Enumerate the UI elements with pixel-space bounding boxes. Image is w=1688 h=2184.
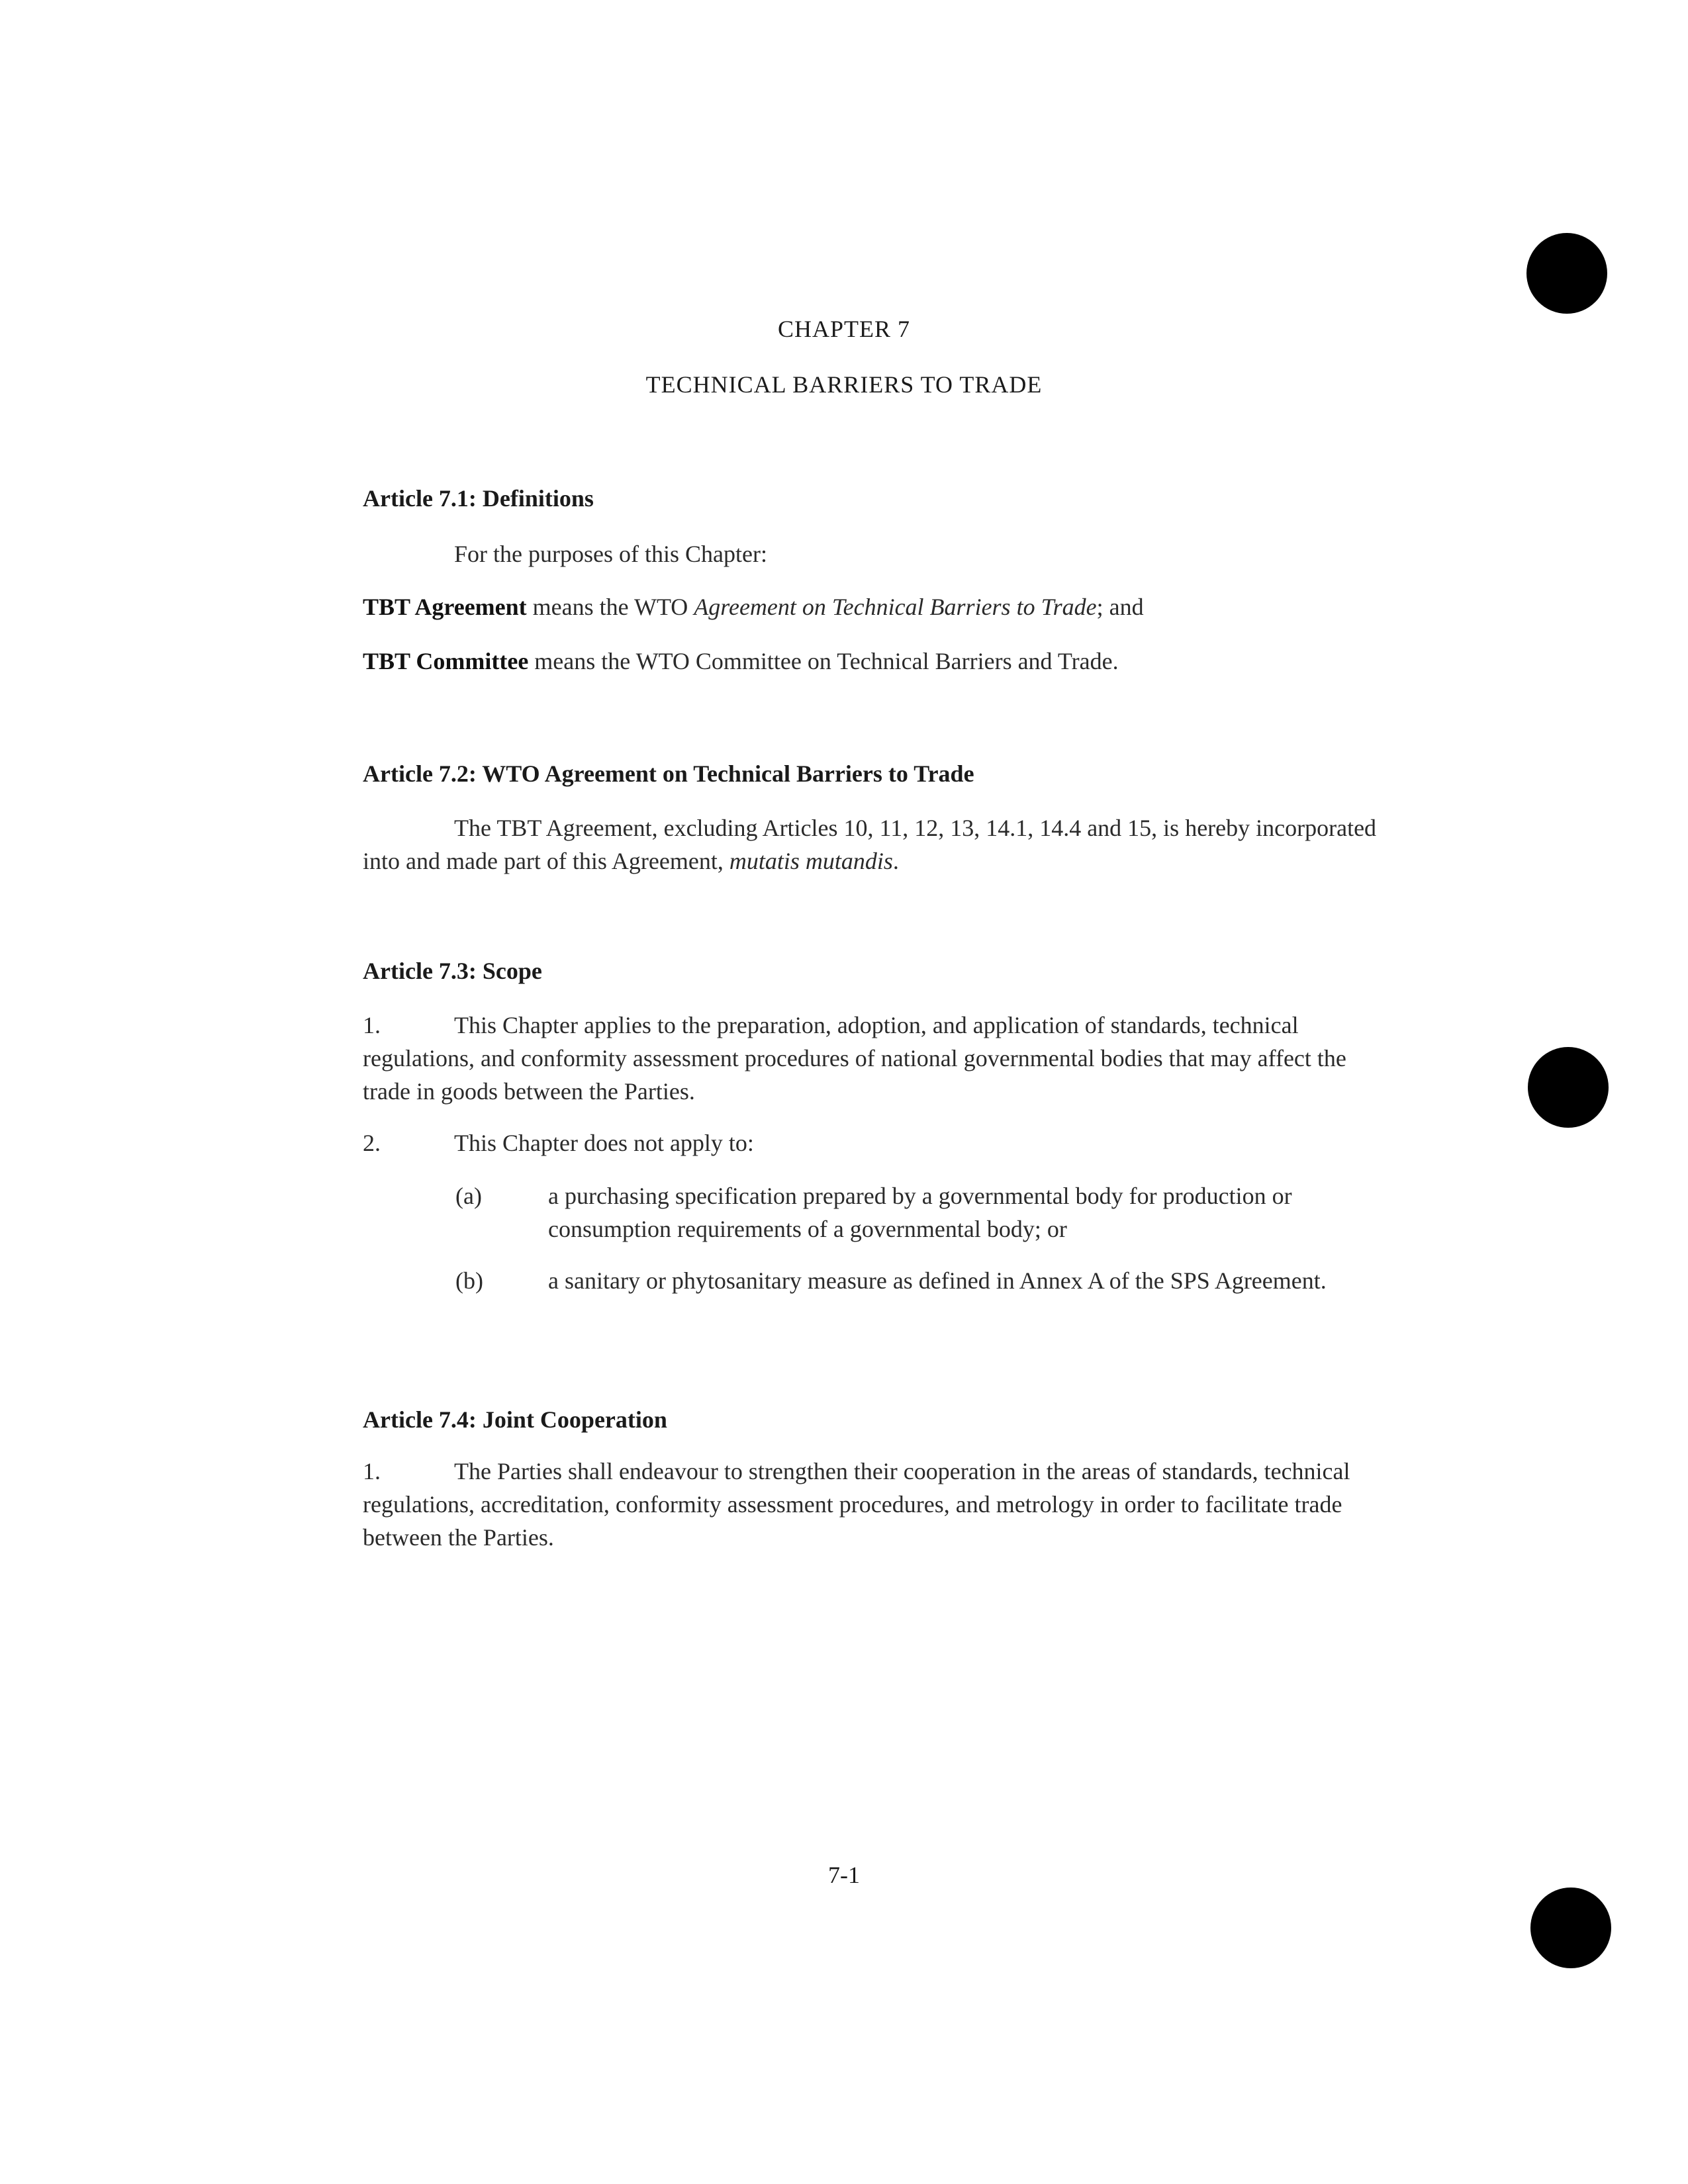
article-7-2-text bbox=[363, 811, 1382, 878]
article-7-3-heading: Article 7.3: Scope bbox=[363, 958, 542, 984]
paragraph-text: The Parties shall endeavour to strengthen their cooperation in the areas of standards, technical regulations, accreditation, conformity assessment procedures, and metrology in order to facilitate trade between the Parties. bbox=[363, 1458, 1350, 1551]
definition-tbt-agreement bbox=[363, 590, 1382, 623]
definition-term: TBT Committee bbox=[363, 648, 529, 674]
definition-text: means the WTO bbox=[526, 594, 694, 620]
definition-tbt-committee bbox=[363, 645, 1382, 678]
definition-italic: Agreement on Technical Barriers to Trade bbox=[694, 594, 1097, 620]
article-7-2-body: The TBT Agreement, excluding Articles 10, 11, 12, 13, 14.1, 14.4 and 15, is hereby incorporated into and made part of this Agreement, bbox=[363, 815, 1377, 874]
item-text: a purchasing specification prepared by a governmental body for production or consumption requirements of a governmental body; or bbox=[548, 1183, 1292, 1242]
article-7-2-heading: Article 7.2: WTO Agreement on Technical Barriers to Trade bbox=[363, 760, 974, 787]
article-7-1-intro: For the purposes of this Chapter: bbox=[454, 541, 767, 567]
paragraph-number: 2. bbox=[363, 1130, 381, 1156]
paragraph-text: This Chapter applies to the preparation, adoption, and application of standards, technical regulations, and conformity assessment procedures of national governmental bodies that may affect the trade in goods between the Parties. bbox=[363, 1012, 1346, 1105]
punch-hole-top bbox=[1526, 233, 1607, 314]
article-7-2-end: . bbox=[892, 848, 899, 874]
paragraph-number: 1. bbox=[363, 1458, 381, 1484]
article-7-4-heading: Article 7.4: Joint Cooperation bbox=[363, 1406, 667, 1433]
punch-hole-bottom bbox=[1530, 1888, 1611, 1968]
punch-hole-middle bbox=[1528, 1047, 1609, 1128]
article-7-1-heading: Article 7.1: Definitions bbox=[363, 485, 594, 512]
article-7-4-paragraph-1 bbox=[363, 1455, 1382, 1554]
paragraph-number: 1. bbox=[363, 1012, 381, 1038]
definition-end: ; and bbox=[1096, 594, 1144, 620]
page-number: 7-1 bbox=[828, 1862, 860, 1888]
definition-text: means the WTO Committee on Technical Barriers and Trade. bbox=[528, 648, 1119, 674]
item-text: a sanitary or phytosanitary measure as defined in Annex A of the SPS Agreement. bbox=[548, 1267, 1327, 1294]
definition-term: TBT Agreement bbox=[363, 594, 527, 620]
article-7-3-paragraph-2 bbox=[363, 1126, 1382, 1160]
paragraph-text: This Chapter does not apply to: bbox=[454, 1130, 754, 1156]
chapter-title: TECHNICAL BARRIERS TO TRADE bbox=[645, 371, 1043, 398]
article-7-2-italic: mutatis mutandis bbox=[729, 848, 893, 874]
item-label: (a) bbox=[455, 1183, 482, 1209]
chapter-number: CHAPTER 7 bbox=[777, 316, 911, 342]
article-7-3-paragraph-1 bbox=[363, 1009, 1382, 1108]
item-label: (b) bbox=[455, 1267, 483, 1294]
